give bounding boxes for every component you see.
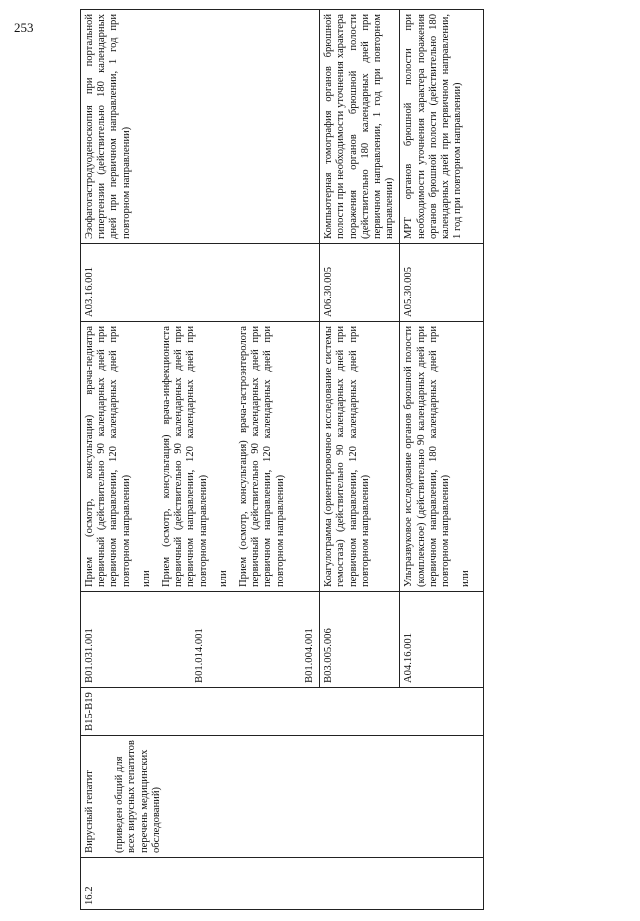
services-table: [80, 9, 484, 910]
table-row: [81, 10, 320, 910]
service-code: A04.16.001: [400, 592, 484, 688]
alt-code: A05.30.005: [400, 244, 484, 322]
icd-code: B15-B19: [81, 688, 484, 736]
service-texts: [81, 322, 320, 592]
service-text: Прием (осмотр, консультация) врача-гастроэнтеролога первичный (действительно 90 календарных дней при первичном направлении, 120 календарных дней при повторном направлении): [238, 326, 286, 587]
alt-text: Компьютерная томография органов брюшной полости при необходимости уточнения характера поражения органов брюшной полости (действительно 180 календарных дней при первичном направлении, 1 год при повторном направлении): [320, 10, 400, 244]
service-code: B01.004.001: [304, 628, 315, 683]
service-code: B03.005.006: [320, 592, 400, 688]
service-text: Ультразвуковое исследование органов брюшной полости (комплексное) (действительно 90 календарных дней при первичном направлении, 180 календарных дней при повторном направлении): [403, 326, 452, 587]
alt-text: МРТ органов брюшной полости при необходимости уточнения характера поражения органов брюшной полости (действительно 180 календарных дней при первичном направлении, 1 год при повторном направлении): [400, 10, 484, 244]
or-label: или: [217, 570, 229, 587]
row-number: 16.2: [81, 858, 484, 910]
service-text: Прием (осмотр, консультация) врача-педиатра первичный (действительно 90 календарных дней при первичном направлении, 120 календарных дней при повторном направлении): [84, 326, 132, 587]
alt-code: A06.30.005: [320, 244, 400, 322]
alt-code: A03.16.001: [81, 244, 320, 322]
disease-note: (приведен общий для всех вирусных гепатитов перечень медицинских обследований): [114, 740, 162, 853]
service-text: Прием (осмотр, консультация) врача-инфекциониста первичный (действительно 90 календарных дней при первичном направлении, 120 календарных дней при повторном направлении): [161, 326, 209, 587]
rotated-page: [14, 10, 620, 910]
service-text: Коагулограмма (ориентировочное исследование системы гемостаза) (действительно 90 календарных дней при первичном направлении, 120 календарных дней при повторном направлении): [320, 322, 400, 592]
alt-text: Эзофагогастродуоденоскопия при портальной гипертензии (действительно 180 календарных дней при первичном направлении, 1 год при повторном направлении): [81, 10, 320, 244]
or-label: или: [140, 570, 152, 587]
service-code: B01.014.001: [194, 628, 205, 683]
or-label: или: [460, 570, 472, 587]
page-number: 253: [14, 20, 34, 35]
disease-name: Вирусный гепатит: [84, 770, 95, 853]
service-code: B01.031.001: [84, 628, 95, 683]
disease-cell: [81, 736, 484, 858]
service-texts: [400, 322, 484, 592]
service-codes: [81, 592, 320, 688]
